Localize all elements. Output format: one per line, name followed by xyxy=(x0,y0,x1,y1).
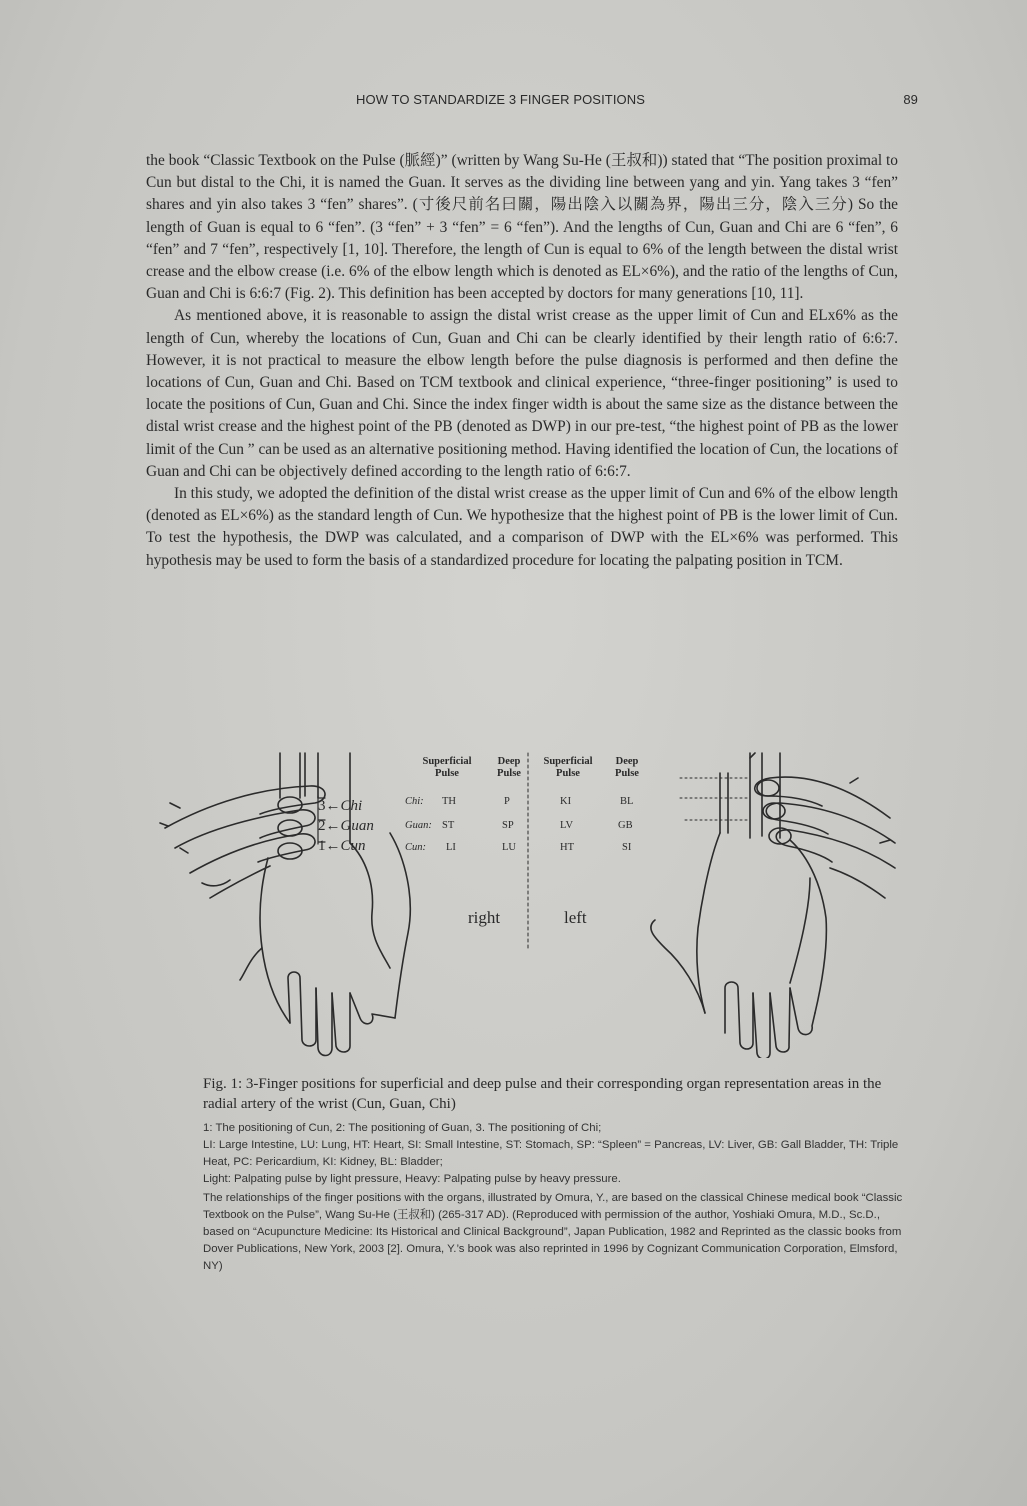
note-source: The relationships of the finger positions with the organs, illustrated by Omura, Y., are based on the classical Chinese medical book “Classic Textbook on the Pulse”, Wang Su-He (王叔和) (265-317 AD). (Reproduced with permission of the author, Yoshiaki Omura, M.D., Sc.D., based on “Acupuncture Medicine: Its Historical and Clinical Background”, Japan Publication, 1982 and Reprinted as the classic books from Dover Publications, New York, 2003 [2]. Omura, Y.’s book was also reprinted in 1996 by Cognizant Communication Corporation, Elmsford, NY) xyxy=(203,1192,903,1272)
cell-chi-superficial-right: TH xyxy=(442,796,456,807)
note-abbreviations: LI: Large Intestine, LU: Lung, HT: Heart, SI: Small Intestine, ST: Stomach, SP: “Spleen” = Pancreas, LV: Liver, GB: Gall Bladder, TH: Triple Heat, PC: Pericardium, KI: Kidney, BL: Bladder; xyxy=(203,1139,899,1168)
header-superficial-right: Superficial Pulse xyxy=(422,756,472,779)
header-deep-left: Deep Pulse xyxy=(615,756,639,779)
right-hand-drawing xyxy=(160,753,410,1056)
left-hand-drawing xyxy=(651,753,895,1058)
cell-cun-superficial-right: LI xyxy=(446,842,456,853)
body-text xyxy=(146,150,898,572)
cell-cun-deep-left: SI xyxy=(622,842,632,853)
paragraph-2: As mentioned above, it is reasonable to assign the distal wrist crease as the upper limit of Cun and ELx6% as the length of Cun, whereby the locations of Cun, Guan and Chi can be clearly identified by their length ratio of 6:6:7. However, it is not practical to measure the elbow length before the pulse diagnosis is performed and then define the locations of Cun, Guan and Chi. Based on TCM textbook and clinical experience, “three-finger positioning” is used to locate the positions of Cun, Guan and Chi. Since the index finger width is about the same size as the distance between the distal wrist crease and the highest point of the PB (denoted as DWP) in our pre-test, “the highest point of PB as the lower limit of the Cun ” can be used as an alternative positioning method. Having identified the location of Cun, the locations of Guan and Chi can be objectively defined according to the length ratio of 6:6:7. xyxy=(146,307,898,480)
cell-chi-superficial-left: KI xyxy=(560,796,572,807)
cell-cun-deep-right: LU xyxy=(502,842,516,853)
figure-caption: Fig. 1: 3-Finger positions for superficial and deep pulse and their corresponding organ representation areas in the radial artery of the wrist (Cun, Guan, Chi) xyxy=(203,1076,882,1112)
cell-chi-deep-right: P xyxy=(504,796,510,807)
paragraph-3: In this study, we adopted the definition of the distal wrist crease as the upper limit of Cun and 6% of the elbow length (denoted as EL×6%) as the standard length of Cun. We hypothesize that the highest point of PB is the lower limit of Cun. To test the hypothesis, the DWP was calculated, and a comparison of DWP with the EL×6% was performed. This hypothesis may be used to form the basis of a standardized procedure for locating the palpating position in TCM. xyxy=(146,485,898,569)
note-positions: 1: The positioning of Cun, 2: The positioning of Guan, 3. The positioning of Chi; xyxy=(203,1122,602,1134)
row-chi-label: Chi: xyxy=(405,796,424,807)
left-hand-label: left xyxy=(564,908,587,927)
paragraph-1: the book “Classic Textbook on the Pulse (脈經)” (written by Wang Su-He (王叔和)) stated that “The position proximal to Cun but distal to the Chi, it is named the Guan. It serves as the dividing line between yang and yin. Yang takes 3 “fen” shares and yin also takes 3 “fen” shares”. (寸後尺前名曰關，陽出陰入以關為界，陽出三分，陰入三分) So the length of Guan is equal to 6 “fen”. (3 “fen” + 3 “fen” = 6 “fen”). And the lengths of Cun, Guan and Chi are 6 “fen”, 6 “fen” and 7 “fen”, respectively [1, 10]. Therefore, the length of Cun is equal to 6% of the length between the distal wrist crease and the elbow crease (i.e. 6% of the elbow length which is denoted as EL×6%), and the ratio of the lengths of Cun, Guan and Chi is 6:6:7 (Fig. 2). This definition has been accepted by doctors for many generations [10, 11]. xyxy=(146,152,898,303)
finger-label-guan: 2←Guan xyxy=(318,818,374,834)
right-hand-label: right xyxy=(468,908,501,927)
cell-guan-superficial-right: ST xyxy=(442,820,455,831)
finger-label-chi: 3←Chi xyxy=(318,798,363,814)
note-pressure: Light: Palpating pulse by light pressure, Heavy: Palpating pulse by heavy pressure. xyxy=(203,1173,621,1185)
cell-chi-deep-left: BL xyxy=(620,796,634,807)
running-header xyxy=(146,92,918,112)
cell-guan-deep-left: GB xyxy=(618,820,633,831)
row-cun-label: Cun: xyxy=(405,842,426,853)
row-guan-label: Guan: xyxy=(405,820,432,831)
cell-cun-superficial-left: HT xyxy=(560,842,574,853)
header-deep-right: Deep Pulse xyxy=(497,756,521,779)
finger-label-cun: 1←Cun xyxy=(318,838,366,854)
figure-1 xyxy=(150,748,910,1058)
page-number: 89 xyxy=(903,92,918,107)
cell-guan-deep-right: SP xyxy=(502,820,514,831)
header-superficial-left: Superficial Pulse xyxy=(543,756,593,779)
hands-illustration xyxy=(150,748,910,1058)
running-title: HOW TO STANDARDIZE 3 FINGER POSITIONS xyxy=(356,92,646,107)
cell-guan-superficial-left: LV xyxy=(560,820,574,831)
figure-notes xyxy=(203,1120,903,1275)
